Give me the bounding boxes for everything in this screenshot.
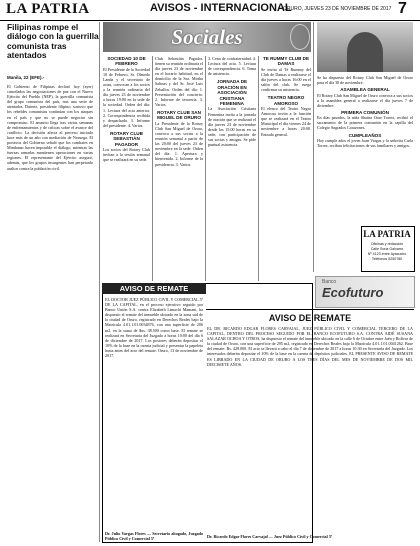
notice-heading: TE RUMMY CLUB DE DAMAS bbox=[262, 56, 310, 67]
photo-figure bbox=[347, 32, 383, 72]
column-rule bbox=[205, 56, 206, 281]
bank-label: Banco bbox=[322, 279, 337, 285]
notice-body: Hoy cumple años el joven Joan Vargas y la señorita Carla Torrez, reciban felicitaciones de sus familiares y amigos. bbox=[317, 137, 413, 149]
publisher-line: Nº 4123 entre Ayacucho bbox=[367, 252, 407, 256]
notice-body: Los socios del Rotary Club invitan a la sesión semanal que se realizará en su sede. bbox=[103, 147, 150, 163]
notice-body: Se invita al Té Rummy del Club de Damas a realizarse el día jueves a horas 16:00 en el salón del club. Se ruega confirmar su asistencia. bbox=[261, 66, 311, 93]
notice-heading: TEATRO NEGRO AMOROSO bbox=[267, 95, 305, 106]
notice-heading: SOCIEDAD 10 DE FEBRERO bbox=[107, 56, 146, 67]
notice-body: El Presidente de la Sociedad 10 de Febrero, Sr. Olmedo Landa y el secretario de actas, convocan a los socios a la reunión ordinaria del día jueves 23 de noviembre a horas 19:00 en la sede de la sociedad. Orden del día: 1. Lectura del acta anterior. 2. Correspondencia recibida y despachada. 3. Informe del presidente. 4. Varios. bbox=[103, 66, 150, 128]
notice-heading: JORNADA DE ORACIÓN EN ASOCIACIÓN CRISTIANA FEMENINA bbox=[216, 79, 248, 106]
sociales-column-e bbox=[317, 75, 413, 225]
publisher-line: Calle Soria Galvarro bbox=[370, 247, 404, 251]
masthead-brand: LA PATRIA bbox=[6, 1, 90, 17]
sociales-column-d bbox=[261, 56, 311, 311]
lead-headline: Filipinas rompe el diálogo con la guerrilla comunista tras atentados bbox=[7, 22, 99, 61]
sociales-column-b bbox=[155, 56, 203, 311]
publisher-info bbox=[363, 242, 411, 262]
section-title: AVISOS - INTERNACIONAL bbox=[150, 2, 292, 14]
notice-body: 3. Cena de confraternidad. 4. Lectura del acta. 5. Lectura de correspondencia. 6. Toma de asistencia. bbox=[208, 56, 256, 77]
notice-heading: ROTARY CLUB SAN MIGUEL DE ORURO bbox=[157, 109, 201, 121]
social-photo bbox=[317, 22, 413, 72]
section-divider bbox=[206, 309, 414, 310]
dateline: ORURO, JUEVES 23 DE NOVIEMBRE DE 2017 bbox=[283, 6, 392, 12]
notice-body: La Asociación Cristiana Femenina invita a la jornada de oración que se realizará el día jueves 23 de noviembre desde las 15:00 horas en su sede, con participación de sus socias y amigas. Se pide puntual asistencia. bbox=[208, 106, 256, 148]
lead-byline: Manila, 22 (EFE).- bbox=[7, 75, 45, 80]
notice-body: En días pasados, la niña Shaina Orue Torrez, recibió el sacramento de la primera comunión en la capilla del Colegio Sagrados Corazones. bbox=[317, 115, 413, 131]
publisher-line: Oficinas y redacción bbox=[370, 242, 404, 246]
page-number: 7 bbox=[398, 0, 407, 17]
sociales-column-c bbox=[208, 56, 256, 311]
notice-heading: PRIMERA COMUNIÓN bbox=[341, 109, 389, 115]
auction-notice-title: AVISO DE REMATE bbox=[102, 283, 206, 294]
column-rule bbox=[313, 22, 314, 272]
notice-body: La Presidente de la Rotary Club San Miguel de Oruro, convoca a sus socias a la reunión semanal a partir de las 20:00 del jueves 23 de noviembre en la sede. Orden del día: 1. Apertura y bienvenida. 2. Informe de la presidencia. 3. Varios. bbox=[155, 120, 203, 167]
sociales-column-a bbox=[103, 56, 150, 311]
notice-heading: CUMPLEAÑOS bbox=[348, 132, 382, 138]
publisher-line: Teléfonos 5250780 bbox=[371, 257, 403, 261]
notice-heading: ROTARY CLUB SEBASTIÁN PAGADOR bbox=[110, 130, 143, 147]
auction-notice-signature: Dr. Julio Vargas Flores — Secretario abogado, Juzgado Público Civil y Comercial 5º bbox=[105, 531, 203, 542]
notice-body: El elenco del Teatro Negro Amoroso invita a la función que se realizará en el Teatro Municipal el día viernes 24 de noviembre a horas 20:00. Entrada general. bbox=[261, 106, 311, 137]
auction-notice-body: EL DOCTOR JUEZ PÚBLICO CIVIL Y COMERCIAL 5º DE LA CAPITAL, en el proceso ejecutivo seguido por Banco Unión S.A. contra Elizabeth Limachi Mamani, ha dispuesto el remate del inmueble ubicado en la zona sud de la ciudad de Oruro, registrado en Derechos Reales bajo la Matrícula 4.01.1.01.0034876, con una superficie de 206 m2, en la suma de $us. 38.500 como base. El remate se realizará en Secretaría del Juzgado a horas 10:00 del día 6 de diciembre de 2017. Los postores deberán depositar el 10% de la base en la cuenta judicial y presentar la papeleta hasta antes del acto del remate. Oruro, 13 de noviembre de 2017. bbox=[105, 297, 203, 359]
publisher-logo: LA PATRIA bbox=[363, 229, 411, 239]
notice-heading: ASAMBLEA GENERAL bbox=[340, 87, 390, 93]
lead-body: El Gobierno de Filipinas declaró hoy (ayer) cancelados las negociaciones de paz con el Nuevo Ejército del Pueblo (NEP), la guerrilla comunista del grupo comunista del país, tras una serie de atentados. Duterte, presidente filipino, sostuvo que los rebeldes comunistas continúan con los ataques en el país y que no se puede negociar sin compromiso. El anuncio llega tras varias semanas de enfrentamientos y de críticas sobre el avance del conflicto. La decisión afecta al proceso iniciado hace más de un año con mediación de Noruega. El portavoz del Gobierno señaló que los combates en Mindanao hacen imposible el diálogo, mientras las fuerzas armadas mantienen operaciones en varias regiones. El representante del Ejército aseguró, además, que los grupos insurgentes han perpetrado asaltos contra la población civil. bbox=[7, 84, 93, 171]
auction-notice-right-signature: Dr. Ricardo Edgar Flores Carvajal — Juez Público Civil y Comercial 3º bbox=[207, 534, 333, 539]
auction-notice-right-title: AVISO DE REMATE bbox=[268, 313, 352, 323]
notice-body: Club Sebastián Pagador, tienen su reunión ordinaria el día jueves 23 de noviembre en el horario habitual, en el domicilio de la Sra. Mirtha Salinas y del Sr. José Luis Zeballos. Orden del día: 1. Presentación del concierto. 2. Informe de tesorería. 3. Varios. bbox=[155, 56, 203, 107]
sociales-title: Sociales bbox=[171, 25, 243, 49]
column-rule bbox=[99, 22, 100, 542]
column-rule bbox=[258, 56, 259, 281]
bank-logo: Ecofuturo bbox=[322, 285, 384, 300]
notice-body: Se ha dispuesto del Rotary Club San Miguel de Oruro para el día 30 de noviembre. bbox=[317, 75, 413, 86]
auction-notice-right-body: EL DR. RICARDO EDGAR FLORES CARVAJAL, JUEZ PÚBLICO CIVIL Y COMERCIAL TERCERO DE LA CAPITAL, DENTRO DEL PROCESO SEGUIDO POR EL BANCO ECOFUTURO S.A. CONTRA AIDÉ SUSANA SALAZAR OCHOA Y OTROS, ha dispuesto el remate del inmueble ubicado en la calle 6 de Octubre entre Jaén y Bolívar de la ciudad de Oruro, con una superficie de 295 m2, registrado en Derechos Reales bajo la Matrícula 4.01.1.01.0041262. Base del remate: Bs. 428.000. El acto se llevará a cabo el día 7 de diciembre de 2017 a horas 10:30 en Secretaría del Juzgado. Los interesados deberán depositar el 10% de la base en la cuenta de depósitos judiciales. EL PRESENTE AVISO DE REMATE ES LIBRADO EN LA CIUDAD DE ORURO A LOS TRES DÍAS DEL MES DE NOVIEMBRE DE DOS MIL DIECISIETE AÑOS. bbox=[207, 326, 413, 367]
notice-body: El Rotary Club San Miguel de Oruro convoca a sus socios a la asamblea general a realizarse el día jueves 7 de diciembre. bbox=[317, 92, 413, 108]
column-rule bbox=[152, 56, 153, 281]
